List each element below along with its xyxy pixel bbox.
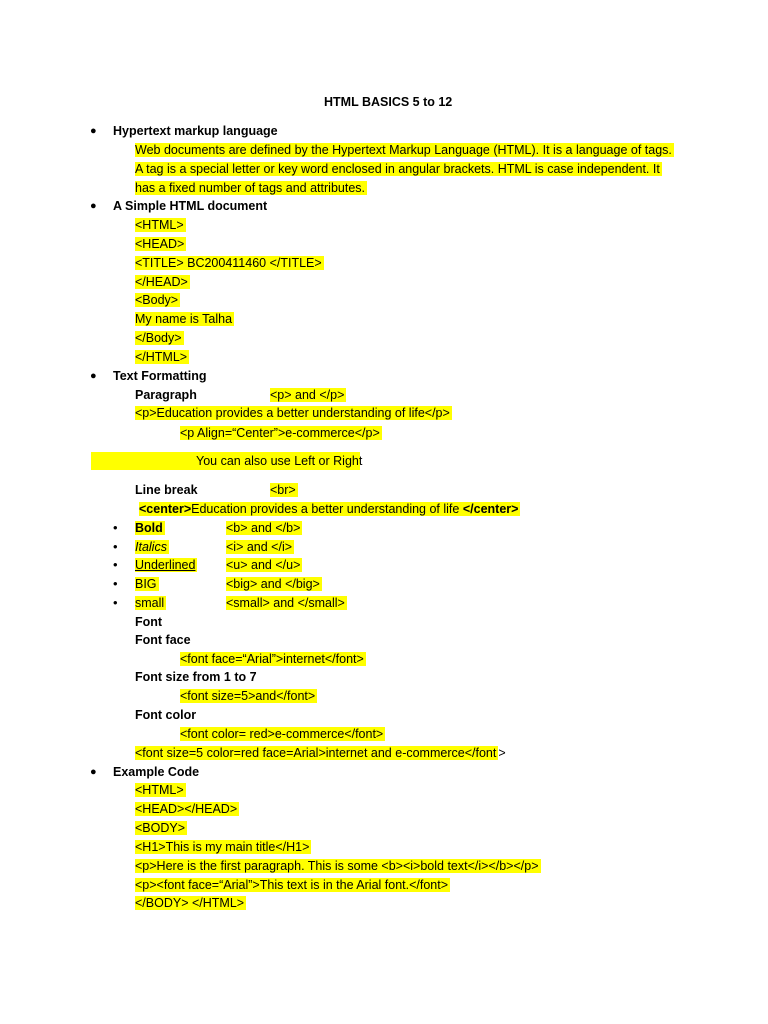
paragraph-label: Paragraph <box>135 388 197 402</box>
format-label-bold <box>135 519 165 537</box>
center-open-tag: <center> <box>139 502 192 516</box>
list-bullet-icon: • <box>113 520 118 535</box>
code-text: </HTML> <box>135 350 188 364</box>
format-tag-small: <small> and </small> <box>226 596 345 610</box>
code-line <box>135 876 450 894</box>
paragraph-align-example: <p Align=“Center”>e-commerce</p> <box>180 426 380 440</box>
font-combined-line <box>135 744 506 762</box>
code-line <box>135 310 234 328</box>
list-bullet-icon: • <box>113 557 118 572</box>
list-bullet-icon: • <box>113 539 118 554</box>
linebreak-label: Line break <box>135 483 198 497</box>
code-text: <TITLE> BC200411460 </TITLE> <box>135 256 322 270</box>
text-line <box>135 160 662 178</box>
code-text: My name is Talha <box>135 312 233 326</box>
page-title: HTML BASICS 5 to 12 <box>324 95 453 109</box>
center-close-tag: </center> <box>462 502 519 516</box>
code-text: <HEAD> <box>135 237 185 251</box>
list-bullet-icon: • <box>113 595 118 610</box>
code-text: <HTML> <box>135 783 184 797</box>
format-tag-line <box>226 556 302 574</box>
paragraph-tag: <p> and </p> <box>270 388 345 402</box>
paragraph-tag-line <box>270 386 346 404</box>
code-text: <H1>This is my main title</H1> <box>135 840 310 854</box>
code-line <box>135 819 187 837</box>
list-bullet-icon: • <box>113 576 118 591</box>
center-example-line <box>139 500 520 518</box>
code-line <box>135 329 184 347</box>
code-line <box>135 800 239 818</box>
font-combined-end: > <box>498 746 506 760</box>
list-label: Bold <box>135 521 163 535</box>
code-text: <HTML> <box>135 218 184 232</box>
format-label-small <box>135 594 166 612</box>
center-example <box>139 502 520 516</box>
definition-line-1: Web documents are defined by the Hypertext Markup Language (HTML). It is a language of tags. <box>135 143 672 157</box>
format-label-italics <box>135 538 169 556</box>
code-text: <Body> <box>135 293 179 307</box>
list-label: small <box>135 596 165 610</box>
definition-line-2: A tag is a special letter or key word enclosed in angular brackets. HTML is case independent. It <box>135 162 660 176</box>
format-tag-bold: <b> and </b> <box>226 521 301 535</box>
bullet-icon: ● <box>90 200 97 212</box>
code-line <box>135 291 180 309</box>
font-color-label: Font color <box>135 708 197 722</box>
code-line <box>135 838 311 856</box>
font-combined-code: <font size=5 color=red face=Arial>internet and e-commerce</font <box>135 746 497 760</box>
linebreak-tag-line <box>270 481 298 499</box>
list-label: BIG <box>135 577 157 591</box>
paragraph-align-line <box>180 424 382 442</box>
format-label-big <box>135 575 159 593</box>
code-line <box>135 348 189 366</box>
code-line <box>135 235 186 253</box>
code-text: <BODY> <box>135 821 186 835</box>
section-heading-text-formatting: Text Formatting <box>113 369 207 383</box>
code-text: <p>Here is the first paragraph. This is some <b><i>bold text</i></b></p> <box>135 859 539 873</box>
alignment-note: You can also use Left or Right <box>196 454 363 468</box>
code-line <box>135 894 246 912</box>
code-line <box>135 781 186 799</box>
code-text: </BODY> </HTML> <box>135 896 245 910</box>
center-text: Education provides a better understanding of life <box>191 502 463 516</box>
code-text: </Body> <box>135 331 182 345</box>
code-line <box>135 216 186 234</box>
text-line <box>135 179 367 197</box>
code-line <box>135 254 324 272</box>
section-heading-hypertext: Hypertext markup language <box>113 124 278 138</box>
format-label-underlined <box>135 556 197 574</box>
format-tag-line <box>226 594 347 612</box>
font-size-code: <font size=5>and</font> <box>180 689 316 703</box>
linebreak-tag: <br> <box>270 483 296 497</box>
format-tag-underlined: <u> and </u> <box>226 558 301 572</box>
paragraph-example: <p>Education provides a better understanding of life</p> <box>135 406 450 420</box>
format-tag-line <box>226 519 302 537</box>
bullet-icon: ● <box>90 125 97 137</box>
font-color-code: <font color= red>e-commerce</font> <box>180 727 384 741</box>
definition-line-3: has a fixed number of tags and attributes. <box>135 181 365 195</box>
format-tag-italics: <i> and </i> <box>226 540 293 554</box>
list-label: Italics <box>135 540 167 554</box>
font-size-line <box>180 687 317 705</box>
text-line <box>135 141 674 159</box>
format-tag-big: <big> and </big> <box>226 577 320 591</box>
bullet-icon: ● <box>90 370 97 382</box>
paragraph-example-line <box>135 404 452 422</box>
font-label: Font <box>135 615 163 629</box>
code-text: <p><font face=“Arial”>This text is in the Arial font.</font> <box>135 878 449 892</box>
code-line <box>135 273 190 291</box>
code-text: <HEAD></HEAD> <box>135 802 238 816</box>
format-tag-line <box>226 538 294 556</box>
font-size-label: Font size from 1 to 7 <box>135 670 257 684</box>
font-face-label: Font face <box>135 633 191 647</box>
list-label: Underlined <box>135 558 196 572</box>
bullet-icon: ● <box>90 766 97 778</box>
font-face-line <box>180 650 366 668</box>
section-heading-simple-doc: A Simple HTML document <box>113 199 268 213</box>
section-heading-example-code: Example Code <box>113 765 200 779</box>
font-face-code: <font face=“Arial”>internet</font> <box>180 652 364 666</box>
font-color-line <box>180 725 385 743</box>
code-text: </HEAD> <box>135 275 188 289</box>
code-line <box>135 857 541 875</box>
format-tag-line <box>226 575 322 593</box>
